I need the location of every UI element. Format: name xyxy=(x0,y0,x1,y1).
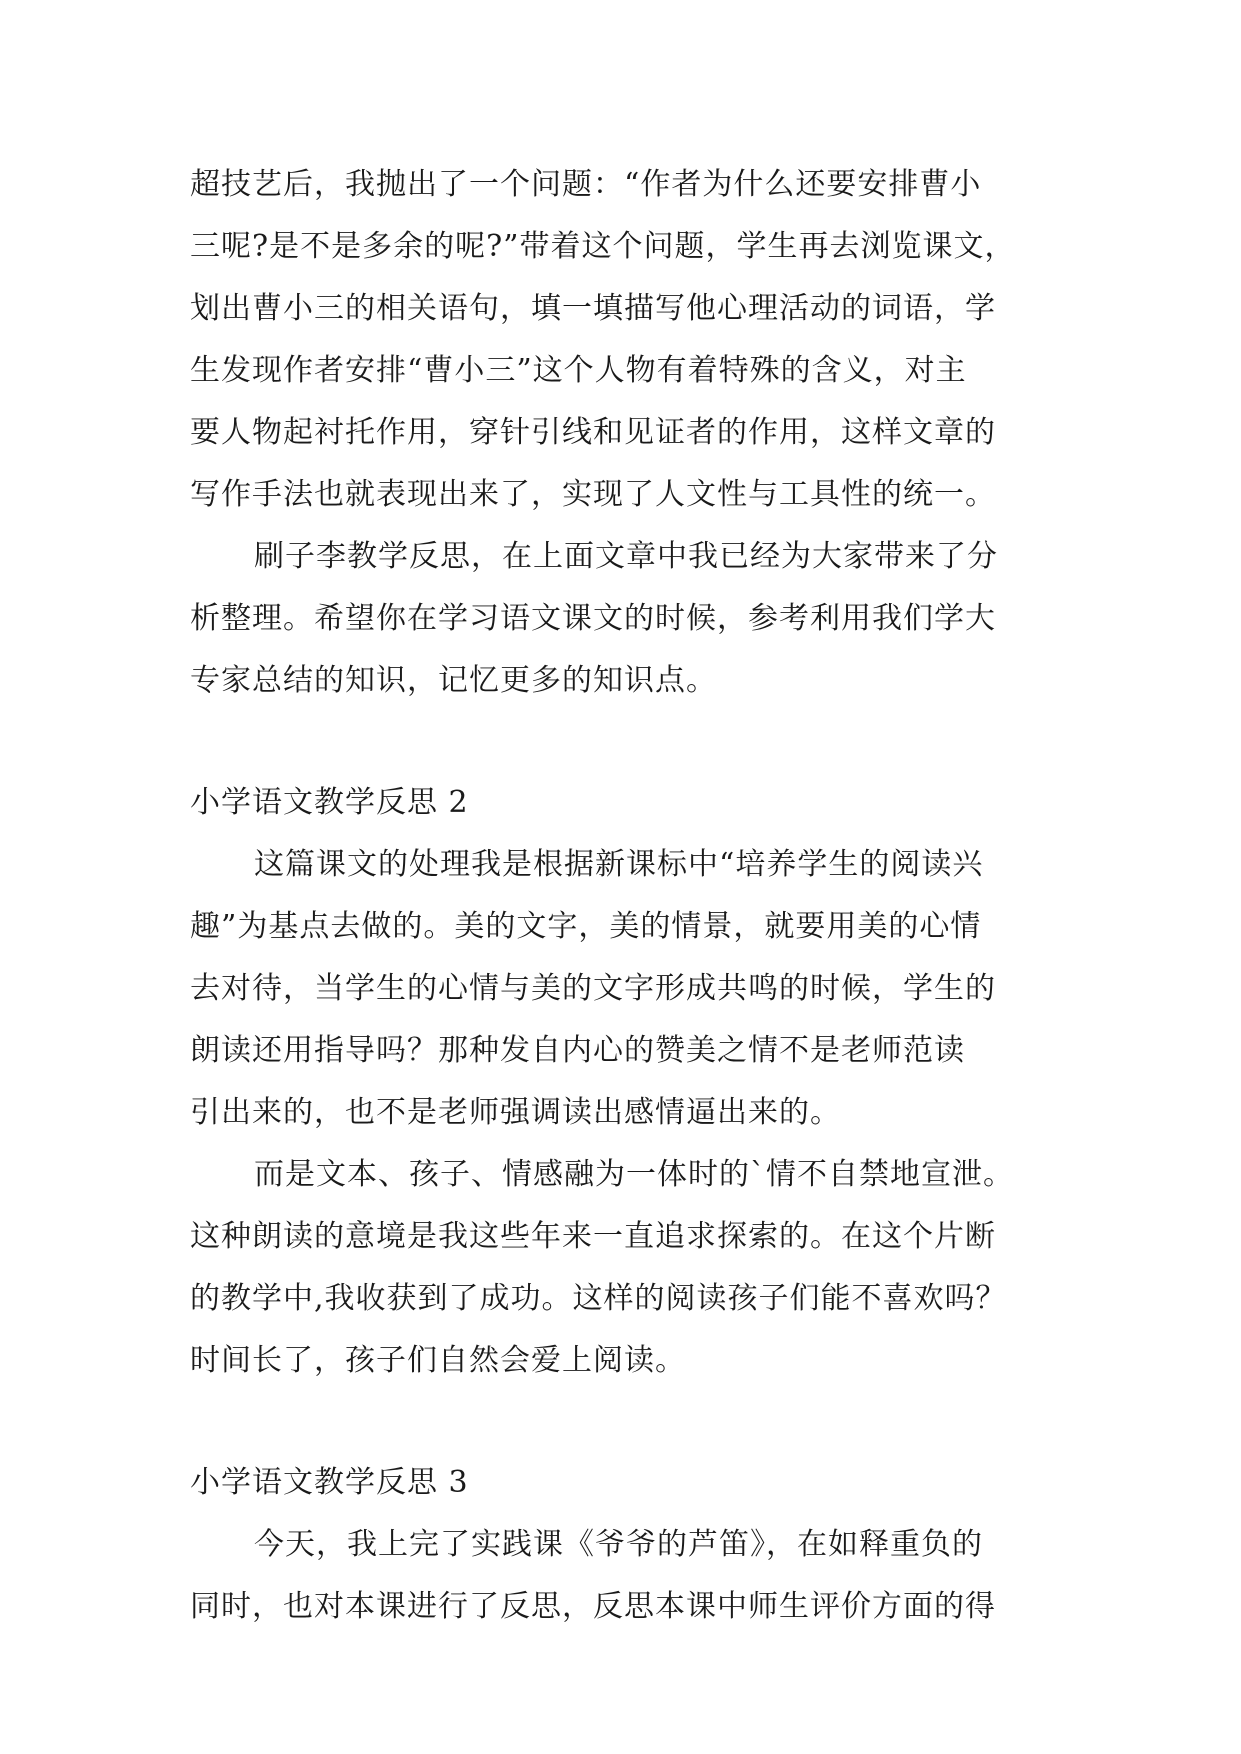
text-line: 专家总结的知识，记忆更多的知识点。 xyxy=(190,663,717,698)
section-heading-2: 小学语文教学反思 2 xyxy=(190,785,469,820)
text-line: 写作手法也就表现出来了，实现了人文性与工具性的统一。 xyxy=(190,477,996,512)
section-gap xyxy=(190,712,1070,772)
text-line: 趣”为基点去做的。美的文字，美的情景，就要用美的心情 xyxy=(190,909,982,944)
text-line: 三呢?是不是多余的呢?”带着这个问题，学生再去浏览课文， xyxy=(190,229,1016,264)
text-line: 刷子李教学反思，在上面文章中我已经为大家带来了分 xyxy=(254,539,998,574)
text-line: 的教学中,我收获到了成功。这样的阅读孩子们能不喜欢吗？ xyxy=(190,1281,1007,1316)
paragraph xyxy=(190,1144,1070,1392)
text-line: 时间长了，孩子们自然会爱上阅读。 xyxy=(190,1343,686,1378)
text-line: 去对待，当学生的心情与美的文字形成共鸣的时候，学生的 xyxy=(190,971,996,1006)
paragraph-continued xyxy=(190,154,1070,526)
text-line: 析整理。希望你在学习语文课文的时候，参考利用我们学大 xyxy=(190,601,996,636)
text-line: 引出来的，也不是老师强调读出感情逼出来的。 xyxy=(190,1095,841,1130)
section-gap xyxy=(190,1392,1070,1452)
text-line: 生发现作者安排“曹小三”这个人物有着特殊的含义，对主 xyxy=(190,353,967,388)
paragraph-closing xyxy=(190,526,1070,712)
text-line: 今天，我上完了实践课《爷爷的芦笛》，在如释重负的 xyxy=(254,1527,983,1562)
text-line: 而是文本、孩子、情感融为一体时的`情不自禁地宣泄。 xyxy=(254,1157,1014,1192)
text-line: 划出曹小三的相关语句，填一填描写他心理活动的词语，学 xyxy=(190,291,996,326)
text-line: 同时，也对本课进行了反思，反思本课中师生评价方面的得 xyxy=(190,1589,996,1624)
text-line: 超技艺后，我抛出了一个问题：“作者为什么还要安排曹小 xyxy=(190,167,982,202)
paragraph xyxy=(190,1514,1070,1638)
section-heading-3: 小学语文教学反思 3 xyxy=(190,1465,469,1500)
text-line: 朗读还用指导吗？那种发自内心的赞美之情不是老师范读 xyxy=(190,1033,965,1068)
document-page xyxy=(190,154,1070,1638)
paragraph xyxy=(190,834,1070,1144)
text-line: 要人物起衬托作用，穿针引线和见证者的作用，这样文章的 xyxy=(190,415,996,450)
text-line: 这篇课文的处理我是根据新课标中“培养学生的阅读兴 xyxy=(254,847,984,882)
text-line: 这种朗读的意境是我这些年来一直追求探索的。在这个片断 xyxy=(190,1219,996,1254)
